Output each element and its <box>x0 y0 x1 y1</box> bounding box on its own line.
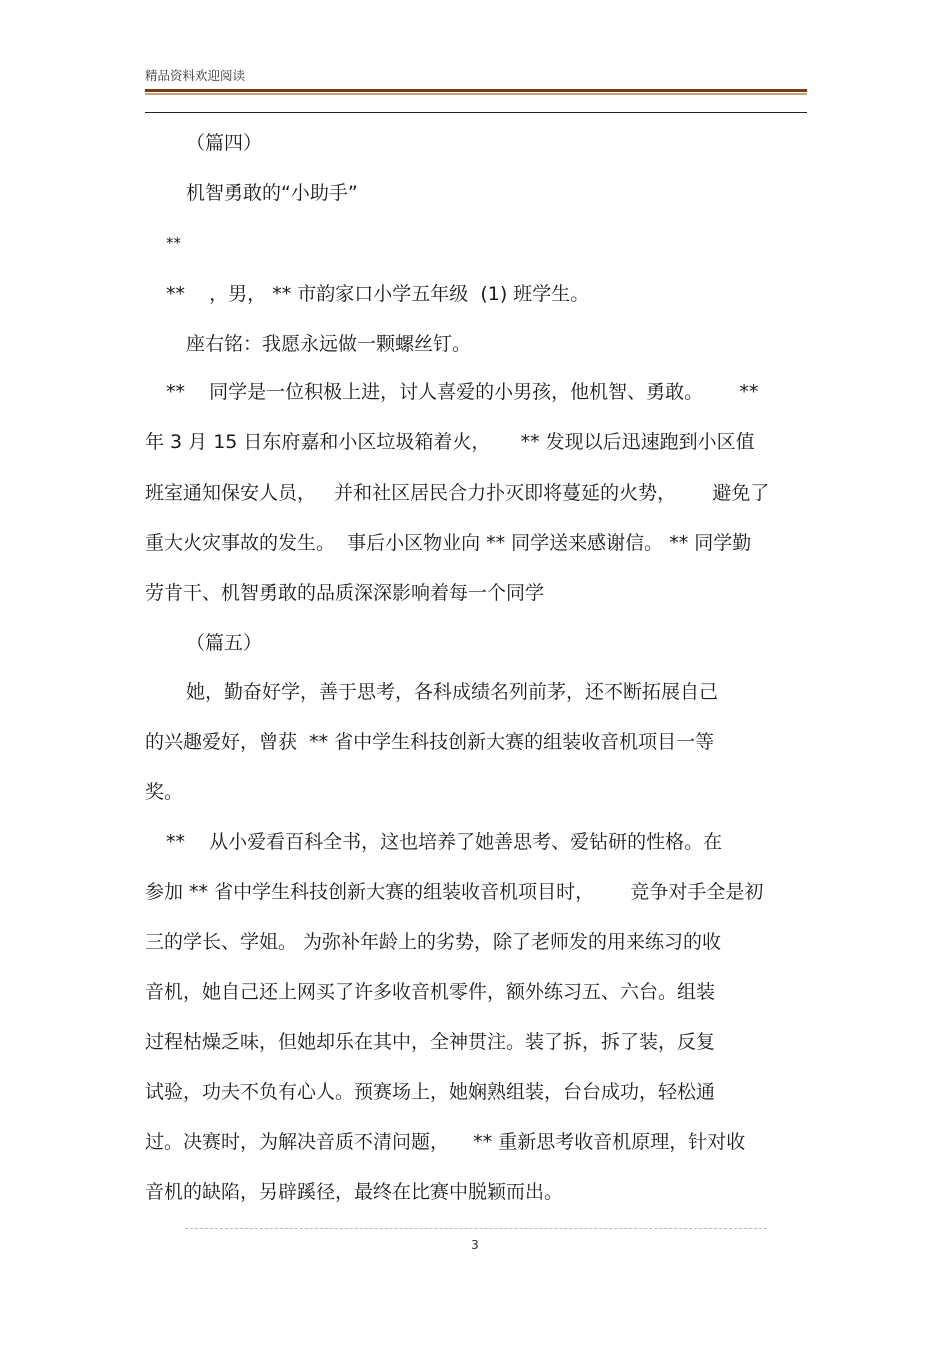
section-4-body-line: 年 3 月 15 日东府嘉和小区垃圾箱着火， ** 发现以后迅速跑到小区值 <box>145 431 755 453</box>
section-4-body-line: 班室通知保安人员， 并和社区居民合力扑灭即将蔓延的火势， 避免了 <box>145 482 770 504</box>
section-4-body-line: ** 同学是一位积极上进，讨人喜爱的小男孩，他机智、勇敢。 ** <box>166 381 759 403</box>
section-5-heading: （篇五） <box>186 632 263 654</box>
header-rule-thick <box>145 89 807 92</box>
section-4-name: ** <box>166 234 181 252</box>
section-5-para2-line: ** 从小爱看百科全书，这也培养了她善思考、爱钻研的性格。在 <box>166 831 723 853</box>
section-5-para1-line: 奖。 <box>145 781 184 803</box>
section-5-para2-line: 三的学长、学姐。 为弥补年龄上的劣势，除了老师发的用来练习的收 <box>145 931 722 953</box>
section-5-para2-line: 音机的缺陷，另辟蹊径，最终在比赛中脱颖而出。 <box>145 1181 564 1203</box>
section-5-para2-line: 参加 ** 省中学生科技创新大赛的组装收音机项目时， 竞争对手全是初 <box>145 881 764 903</box>
running-header: 精品资料欢迎阅读 <box>145 68 246 83</box>
section-5-para2-line: 试验，功夫不负有心人。预赛场上，她娴熟组装，台台成功，轻松通 <box>145 1081 716 1103</box>
section-4-title: 机智勇敢的“小助手” <box>186 182 358 204</box>
section-5-para2-line: 过程枯燥乏味，但她却乐在其中，全神贯注。装了拆，拆了装，反复 <box>145 1031 716 1053</box>
header-rule-accent <box>145 93 807 95</box>
section-4-body-line: 重大火灾事故的发生。 事后小区物业向 ** 同学送来感谢信。 ** 同学勤 <box>145 532 752 554</box>
section-4-body-line: 劳肯干、机智勇敢的品质深深影响着每一个同学 <box>145 582 545 604</box>
section-4-bio: ** ，男， ** 市韵家口小学五年级 (1) 班学生。 <box>166 283 590 305</box>
page-number: 3 <box>471 1238 479 1252</box>
section-4-motto: 座右铭：我愿永远做一颗螺丝钉。 <box>186 333 472 355</box>
section-5-para2-line: 音机，她自己还上网买了许多收音机零件，额外练习五、六台。组装 <box>145 981 716 1003</box>
section-5-para2-line: 过。决赛时，为解决音质不清问题， ** 重新思考收音机原理，针对收 <box>145 1131 746 1153</box>
footer-rule <box>185 1228 767 1229</box>
section-5-para1-line: 她，勤奋好学，善于思考，各科成绩名列前茅，还不断拓展自己 <box>186 681 719 703</box>
section-4-heading: （篇四） <box>186 132 263 154</box>
section-5-para1-line: 的兴趣爱好，曾获 ** 省中学生科技创新大赛的组装收音机项目一等 <box>145 731 715 753</box>
header-rule-thin <box>145 112 807 113</box>
